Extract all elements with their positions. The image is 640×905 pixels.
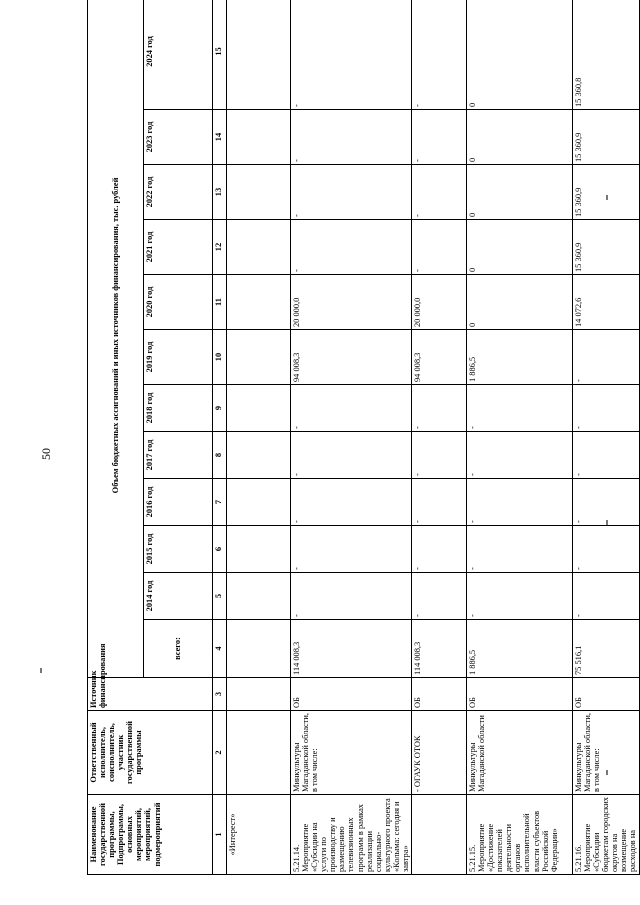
cell-value: - (467, 526, 573, 573)
cell-value: - (467, 479, 573, 526)
header-year: 2022 год (144, 165, 213, 220)
cell-value: - (412, 479, 467, 526)
cell-value: - (291, 479, 412, 526)
cell-value: - (412, 0, 467, 110)
cell-value: 0 (467, 165, 573, 220)
header-responsible: Ответственный исполнитель, соисполнитель, участник государственной программы (88, 711, 213, 795)
column-number: 2 (213, 711, 227, 795)
header-source: Источник финансирования (88, 678, 213, 711)
scan-mark (606, 195, 608, 200)
cell-value: 1 886,5 (467, 330, 573, 385)
cell-value: - (412, 432, 467, 479)
cell-value: - (573, 573, 640, 620)
row-responsible: Минкультуры Магаданской области, в том числе: (573, 711, 640, 795)
column-number: 1 (213, 795, 227, 875)
cell-value (227, 110, 291, 165)
header-year: 2023 год (144, 110, 213, 165)
row-name (412, 795, 467, 875)
header-year: 2015 год (144, 526, 213, 573)
scan-mark (606, 770, 608, 775)
cell-value: 75 516,1 (573, 620, 640, 678)
cell-value (227, 165, 291, 220)
cell-value: - (573, 526, 640, 573)
cell-value: - (412, 220, 467, 275)
header-year: 2018 год (144, 385, 213, 432)
row-source: ОБ (467, 678, 573, 711)
table-row (573, 0, 640, 875)
cell-value: 15 360,9 (573, 220, 640, 275)
cell-value (227, 385, 291, 432)
cell-value (227, 479, 291, 526)
row-source: ОБ (573, 678, 640, 711)
column-number: 13 (213, 165, 227, 220)
column-number: 12 (213, 220, 227, 275)
cell-value: - (291, 526, 412, 573)
cell-value: - (291, 432, 412, 479)
header-year: 2016 год (144, 479, 213, 526)
funding-table (87, 0, 640, 875)
cell-value: 0 (467, 110, 573, 165)
header-total: всего: (144, 620, 213, 678)
row-name: 5.21.14. Мероприятие «Субсидии на услуги по производству и размещению телевизионных программ в рамках реализации социально-культурного проекта «Колыма: сегодня и завтра» (291, 795, 412, 875)
cell-value: - (412, 573, 467, 620)
cell-value: - (467, 573, 573, 620)
cell-value (227, 620, 291, 678)
cell-value (227, 573, 291, 620)
cell-value: - (291, 165, 412, 220)
header-year: 2017 год (144, 432, 213, 479)
cell-value: 15 360,8 (573, 0, 640, 110)
column-number: 9 (213, 385, 227, 432)
cell-value (227, 0, 291, 110)
cell-value: - (412, 110, 467, 165)
column-number: 6 (213, 526, 227, 573)
header-year: 2020 год (144, 275, 213, 330)
cell-value: 0 (467, 220, 573, 275)
cell-value: 20 000,0 (412, 275, 467, 330)
cell-value (227, 526, 291, 573)
cell-value: 15 360,9 (573, 110, 640, 165)
table-row (467, 0, 573, 875)
cell-value (227, 275, 291, 330)
row-source (227, 678, 291, 711)
scan-mark (40, 668, 42, 673)
cell-value: - (412, 526, 467, 573)
header-year: 2019 год (144, 330, 213, 385)
header-year: 2014 год (144, 573, 213, 620)
row-responsible: - ОГАУК ОТОК (412, 711, 467, 795)
header-name: Наименование государственной программы, Подпрограммы, основных мероприятий, мероприятий, подмероприятий (88, 795, 213, 875)
cell-value: 114 008,3 (291, 620, 412, 678)
column-number: 8 (213, 432, 227, 479)
cell-value: 14 072,6 (573, 275, 640, 330)
table-row (227, 0, 291, 875)
header-funding: Объем бюджетных ассигнований и иных источников финансирования, тыс. рублей (88, 0, 144, 678)
table-row (412, 0, 467, 875)
cell-value: - (573, 479, 640, 526)
column-number: 14 (213, 110, 227, 165)
cell-value: - (573, 385, 640, 432)
row-responsible: Минкультуры Магаданской области, в том числе: (291, 711, 412, 795)
row-source: ОБ (412, 678, 467, 711)
cell-value: 15 360,9 (573, 165, 640, 220)
column-number: 3 (213, 678, 227, 711)
column-number: 7 (213, 479, 227, 526)
row-source: ОБ (291, 678, 412, 711)
cell-value: - (291, 220, 412, 275)
header-year: 2021 год (144, 220, 213, 275)
cell-value: 0 (467, 0, 573, 110)
cell-value: - (573, 330, 640, 385)
cell-value: - (412, 165, 467, 220)
column-number: 10 (213, 330, 227, 385)
cell-value: 0 (467, 275, 573, 330)
column-number: 5 (213, 573, 227, 620)
table-row (291, 0, 412, 875)
cell-value: 114 008,3 (412, 620, 467, 678)
row-responsible: Минкультуры Магаданской области (467, 711, 573, 795)
cell-value: - (467, 432, 573, 479)
column-number: 4 (213, 620, 227, 678)
cell-value: - (573, 432, 640, 479)
header-year: 2024 год (144, 0, 213, 110)
scan-mark (606, 520, 608, 525)
page-number: 50 (39, 448, 53, 460)
cell-value (227, 220, 291, 275)
column-number: 15 (213, 0, 227, 110)
cell-value: 94 008,3 (291, 330, 412, 385)
cell-value: - (291, 385, 412, 432)
column-number: 11 (213, 275, 227, 330)
cell-value (227, 330, 291, 385)
cell-value: 94 008,3 (412, 330, 467, 385)
cell-value: - (291, 110, 412, 165)
cell-value: 1 886,5 (467, 620, 573, 678)
row-name: «Интерест» (227, 795, 291, 875)
cell-value: - (412, 385, 467, 432)
cell-value (227, 432, 291, 479)
cell-value: - (467, 385, 573, 432)
row-name: 5.21.16. Мероприятие «Субсидии бюджетам городских округов на возмещение расходов на (573, 795, 640, 875)
cell-value: - (291, 573, 412, 620)
cell-value: 20 000,0 (291, 275, 412, 330)
row-name: 5.21.15. Мероприятие «Достижение показателей деятельности органов исполнительной власти субъектов Российской Федерации» (467, 795, 573, 875)
cell-value: - (291, 0, 412, 110)
rotated-table-container (87, 28, 638, 875)
row-responsible (227, 711, 291, 795)
